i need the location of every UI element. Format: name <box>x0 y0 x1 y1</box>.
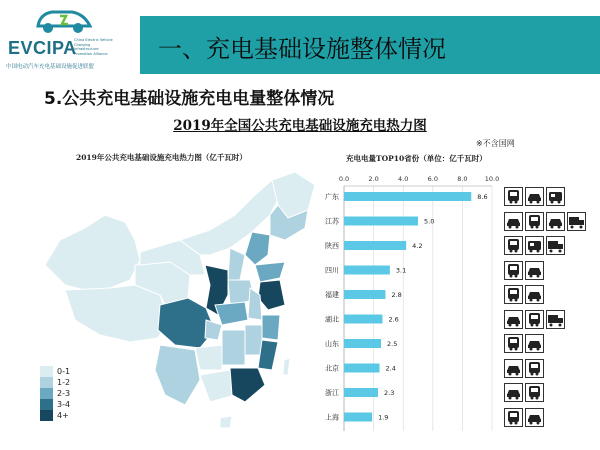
bar <box>344 315 382 324</box>
truck-icon <box>546 236 565 255</box>
value-label: 8.6 <box>477 193 488 201</box>
legend-swatch <box>40 410 53 421</box>
region-fujian <box>258 340 278 370</box>
bar <box>344 290 385 299</box>
region-shanxi <box>228 248 245 280</box>
category-label: 广东 <box>325 193 339 201</box>
region-hunan <box>222 330 245 365</box>
category-label: 山东 <box>325 340 339 348</box>
logo-name: EVCIPA <box>8 38 77 58</box>
region-guizhou <box>195 345 222 370</box>
region-guangxi <box>200 370 235 402</box>
vehicle-icon-row <box>504 310 592 332</box>
region-zhejiang <box>262 315 280 340</box>
bus-icon <box>504 187 523 206</box>
legend-item <box>40 366 70 377</box>
region-shandong <box>255 262 285 282</box>
legend-swatch <box>40 377 53 388</box>
vehicle-icon-row <box>504 187 592 209</box>
china-heat-map <box>40 170 320 440</box>
value-label: 2.6 <box>388 315 399 324</box>
vehicle-icon-row <box>504 261 592 283</box>
category-label: 上海 <box>325 413 339 422</box>
value-label: 4.2 <box>412 242 423 250</box>
bus-icon <box>504 408 523 427</box>
bus-icon <box>504 285 523 304</box>
category-label: 福建 <box>325 291 339 299</box>
category-label: 湖北 <box>325 315 339 324</box>
legend-item <box>40 377 70 388</box>
category-label: 浙江 <box>325 389 339 397</box>
legend-item <box>40 410 70 421</box>
x-tick-label: 4.0 <box>398 175 409 183</box>
region-jiangsu <box>258 280 285 310</box>
evcipa-logo <box>4 4 134 76</box>
bus-icon <box>504 334 523 353</box>
value-label: 2.5 <box>387 340 398 348</box>
bus-icon <box>504 236 523 255</box>
car-icon <box>504 310 523 329</box>
legend-swatch <box>40 399 53 410</box>
region-yunnan <box>155 345 200 405</box>
region-jiangxi <box>245 325 262 355</box>
vehicle-icon-row <box>504 285 592 307</box>
section-subtitle: 5.公共充电基础设施充电电量整体情况 <box>44 89 335 109</box>
car-icon <box>525 187 544 206</box>
vehicle-icon-row <box>504 212 592 234</box>
value-label: 2.4 <box>385 364 396 373</box>
value-label: 3.1 <box>395 266 407 275</box>
car-icon <box>525 408 544 427</box>
bar <box>344 266 390 275</box>
vehicle-icon-row <box>504 383 592 405</box>
bus-icon <box>504 261 523 280</box>
value-label: 5.0 <box>424 217 435 226</box>
bar <box>344 192 471 201</box>
car-icon <box>525 334 544 353</box>
region-guangdong <box>230 368 265 402</box>
bus-icon <box>525 310 544 329</box>
car-icon <box>546 212 565 231</box>
region-taiwan <box>283 358 290 375</box>
x-tick-label: 2.0 <box>368 175 379 183</box>
car-plug-logo-icon <box>32 4 96 36</box>
truck-icon <box>567 212 586 231</box>
category-label: 北京 <box>325 364 339 373</box>
legend-item <box>40 399 70 410</box>
car-icon <box>525 261 544 280</box>
bar <box>344 388 378 397</box>
x-tick-label: 8.0 <box>457 175 468 183</box>
x-tick-label: 6.0 <box>427 175 438 183</box>
car-icon <box>504 359 523 378</box>
page-title: 一、充电基础设施整体情况 <box>158 35 446 63</box>
car-icon <box>504 383 523 402</box>
header-bar <box>140 16 600 74</box>
legend-label: 3-4 <box>57 400 71 409</box>
region-hubei <box>215 302 248 325</box>
map-legend <box>40 366 70 421</box>
region-hainan <box>220 416 232 428</box>
van-icon <box>546 187 565 206</box>
vehicle-icon-row <box>504 236 592 258</box>
figure-title: 2019年全国公共充电基础设施充电热力图 <box>173 118 427 134</box>
region-xinjiang <box>45 215 140 290</box>
logo-english: China Electric Vehicle Charging Infrastructure Promotion Alliance <box>74 38 113 56</box>
region-chongqing <box>205 320 222 340</box>
bar <box>344 364 380 373</box>
map-title: 2019年公共充电基础设施充电热力图（亿千瓦时） <box>76 153 247 162</box>
vehicle-icon-row <box>504 359 592 381</box>
category-label: 四川 <box>325 266 339 275</box>
bus-icon <box>525 383 544 402</box>
bus-icon <box>525 359 544 378</box>
top10-bar-chart <box>320 172 500 432</box>
category-label: 江苏 <box>325 217 339 226</box>
truck-icon <box>546 310 565 329</box>
vehicle-icon-row <box>504 408 592 430</box>
bar <box>344 339 381 348</box>
bar-chart-title: 充电电量TOP10省份（单位：亿千瓦时） <box>346 154 487 163</box>
value-label: 2.3 <box>384 389 395 397</box>
legend-label: 2-3 <box>57 389 71 398</box>
figure-note: ※不含国网 <box>476 139 515 148</box>
category-label: 陕西 <box>325 242 339 250</box>
vehicle-icon-row <box>504 334 592 356</box>
bar <box>344 217 418 226</box>
bar <box>344 413 372 422</box>
x-tick-label: 0.0 <box>338 175 350 183</box>
x-tick-label: 10.0 <box>484 175 500 183</box>
value-label: 2.8 <box>391 291 402 299</box>
bus-icon <box>525 212 544 231</box>
legend-item <box>40 388 70 399</box>
car-icon <box>525 285 544 304</box>
legend-swatch <box>40 366 53 377</box>
bar <box>344 241 406 250</box>
van-icon <box>525 236 544 255</box>
legend-swatch <box>40 388 53 399</box>
legend-label: 1-2 <box>57 378 71 387</box>
legend-label: 4+ <box>57 411 69 420</box>
car-icon <box>504 212 523 231</box>
logo-chinese: 中国电动汽车充电基础设施促进联盟 <box>6 64 95 70</box>
value-label: 1.9 <box>378 413 389 422</box>
region-beijing-hebei <box>245 232 270 265</box>
region-tibet <box>65 285 168 342</box>
legend-label: 0-1 <box>57 367 71 376</box>
